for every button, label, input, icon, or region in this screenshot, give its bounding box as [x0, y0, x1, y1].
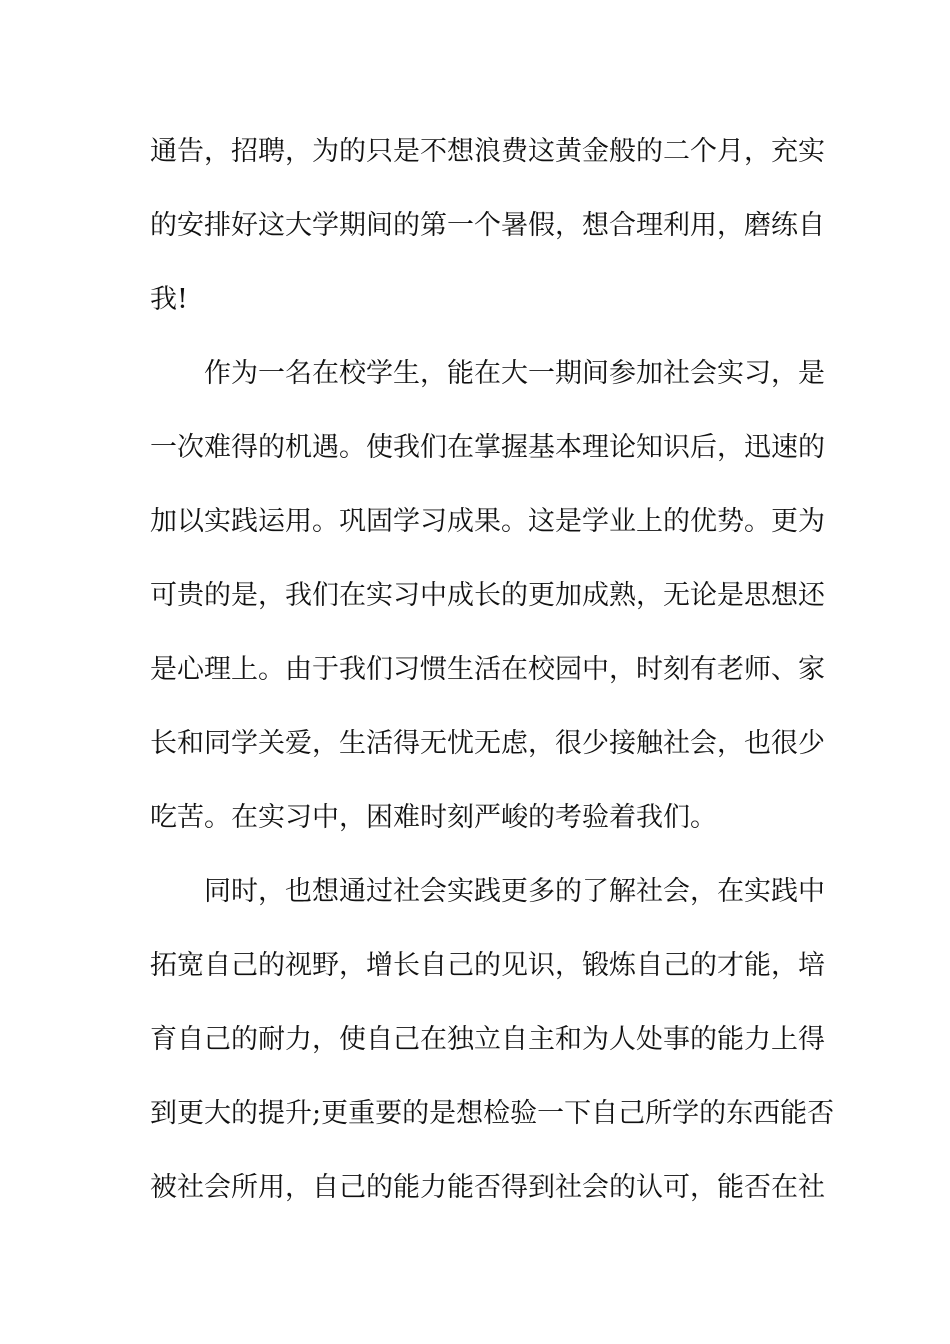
text-line: 通告，招聘，为的只是不想浪费这黄金般的二个月，充实 [150, 136, 825, 167]
text-line: 加以实践运用。巩固学习成果。这是学业上的优势。更为 [150, 506, 825, 537]
text-line: 可贵的是，我们在实习中成长的更加成熟，无论是思想还 [150, 580, 825, 611]
text-line: 我! [150, 284, 188, 315]
text-line: 的安排好这大学期间的第一个暑假，想合理利用，磨练自 [150, 210, 825, 241]
text-line: 拓宽自己的视野，增长自己的见识，锻炼自己的才能，培 [150, 950, 825, 981]
text-line: 育自己的耐力，使自己在独立自主和为人处事的能力上得 [150, 1024, 825, 1055]
paragraph-first-line: 作为一名在校学生，能在大一期间参加社会实习，是 [204, 358, 825, 389]
text-line: 一次难得的机遇。使我们在掌握基本理论知识后，迅速的 [150, 432, 825, 463]
paragraph-first-line: 同时，也想通过社会实践更多的了解社会，在实践中 [204, 876, 825, 907]
text-line: 到更大的提升;更重要的是想检验一下自己所学的东西能否 [150, 1098, 835, 1129]
text-line: 吃苦。在实习中，困难时刻严峻的考验着我们。 [150, 802, 717, 833]
text-line: 是心理上。由于我们习惯生活在校园中，时刻有老师、家 [150, 654, 825, 685]
text-line: 被社会所用，自己的能力能否得到社会的认可，能否在社 [150, 1172, 825, 1203]
text-line: 长和同学关爱，生活得无忧无虑，很少接触社会，也很少 [150, 728, 825, 759]
